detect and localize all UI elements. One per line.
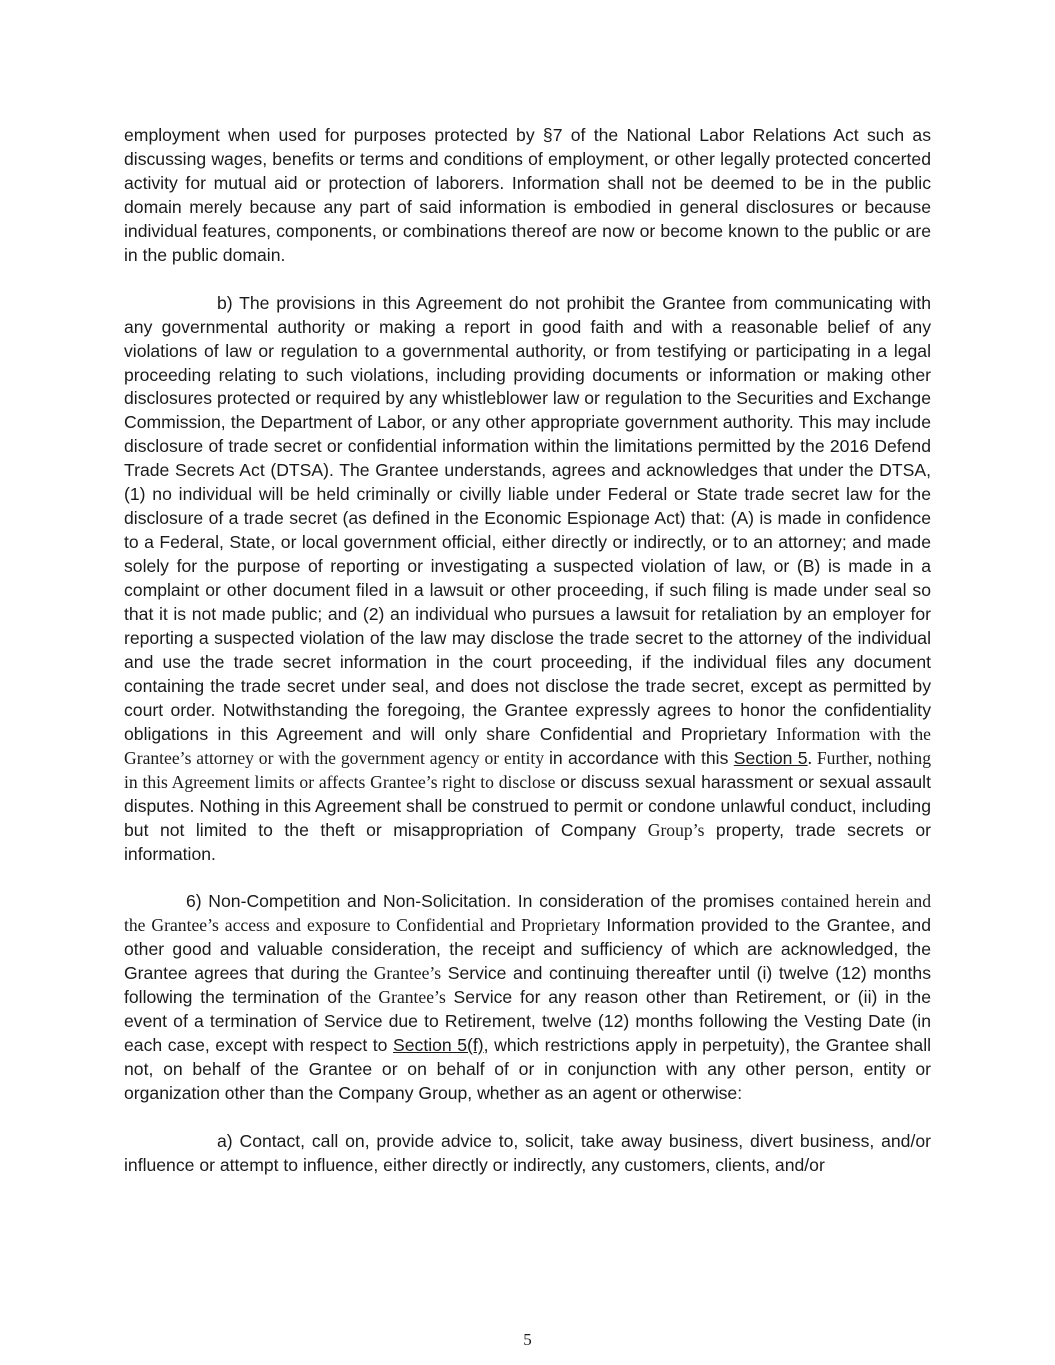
para-b-text-4: . Further, nothing in this Agreement limits or affects Grantee’s right to disclose <box>124 747 931 792</box>
para-6-text-4: the Grantee’s <box>346 963 442 984</box>
para-6-text-3: Information provided to the Grantee, and other good and valuable consideration, the receipt and sufficiency of which are acknowledged, the Grantee agrees that during <box>124 915 931 984</box>
para-b-text-2: Information with the Grantee’s attorney or with the government agency or entity <box>124 723 931 768</box>
para-b-text-1: b) The provisions in this Agreement do not prohibit the Grantee from communicating with any governmental authority or making a report in good faith and with a reasonable belief of any violations of law or regulation to a governmental authority, or from testifying or participating in a legal proceeding relating to such violations, including providing documents or information or making other disclosures protected or required by any whistleblower law or regulation to the Securities and Exchange Commission, the Department of Labor, or any other appropriate government authority. This may include disclosure of trade secret or confidential information within the limitations permitted by the 2016 Defend Trade Secrets Act (DTSA). The Grantee understands, agrees and acknowledges that under the DTSA, (1) no individual will be held criminally or civilly liable under Federal or State trade secret law for the disclosure of a trade secret (as defined in the Economic Espionage Act) that: (A) is made in confidence to a Federal, State, or local government official, either directly or indirectly, or to an attorney; and made solely for the purpose of reporting or investigating a suspected violation of law, or (B) is made in a complaint or other document filed in a lawsuit or other proceeding, if such filing is made under seal so that it is not made public; and (2) an individual who pursues a lawsuit for retaliation by an employer for reporting a suspected violation of the law may disclose the trade secret to the attorney of the individual and use the trade secret information in the court proceeding, if the individual files any document containing the trade secret under seal, and does not disclose the trade secret, except as permitted by court order. Notwithstanding the foregoing, the Grantee expressly agrees to honor the confidentiality obligations in this Agreement and will only share Confidential and Proprietary <box>124 292 931 744</box>
para-b-text-5: or discuss sexual harassment or sexual assault disputes. Nothing in this Agreement shall be construed to permit or condone unlawful conduct, including but not limited to the theft or misappropriation of Company <box>124 771 931 840</box>
page-number: 5 <box>523 1330 532 1349</box>
paragraph-6-non-competition <box>124 890 931 1106</box>
para-6-text-2: contained herein and the Grantee’s access and exposure to Confidential and Proprietary <box>124 891 931 936</box>
para-6-text-6: the Grantee’s <box>349 987 446 1008</box>
section-5f-reference: Section 5(f) <box>393 1035 484 1056</box>
section-5-reference: Section 5 <box>733 747 808 768</box>
para-b-text-7: property, trade secrets or information. <box>124 819 931 864</box>
paragraph-a-contact: a) Contact, call on, provide advice to, solicit, take away business, divert business, and/or influence or attempt to influence, either directly or indirectly, any customers, clients, and/or <box>124 1130 931 1175</box>
paragraph-public-domain: employment when used for purposes protected by §7 of the National Labor Relations Act such as discussing wages, benefits or terms and conditions of employment, or other legally protected concerted activity for mutual aid or protection of laborers. Information shall not be deemed to be in the public domain merely because any part of said information is embodied in general disclosures or because individual features, components, or combinations thereof are now or become known to the public or are in the public domain. <box>124 125 931 265</box>
para-b-text-3: in accordance with this <box>548 747 734 768</box>
para-6-text-8: , which restrictions apply in perpetuity), the Grantee shall not, on behalf of the Grantee or on behalf of or in conjunction with any other person, entity or organization other than the Company Group, whether as an agent or otherwise: <box>124 1035 932 1104</box>
paragraph-b-whistleblower <box>124 292 931 867</box>
para-6-text-1: 6) Non-Competition and Non-Solicitation. In consideration of the promises <box>186 891 781 912</box>
document-body <box>124 124 931 1178</box>
para-6-text-5: Service and continuing thereafter until (i) twelve (12) months following the termination of <box>124 963 931 1008</box>
para-b-text-6: Group’s <box>647 819 705 840</box>
para-6-text-7: Service for any reason other than Retirement, or (ii) in the event of a termination of Service due to Retirement, twelve (12) months following the Vesting Date (in each case, except with respect to <box>124 987 931 1056</box>
